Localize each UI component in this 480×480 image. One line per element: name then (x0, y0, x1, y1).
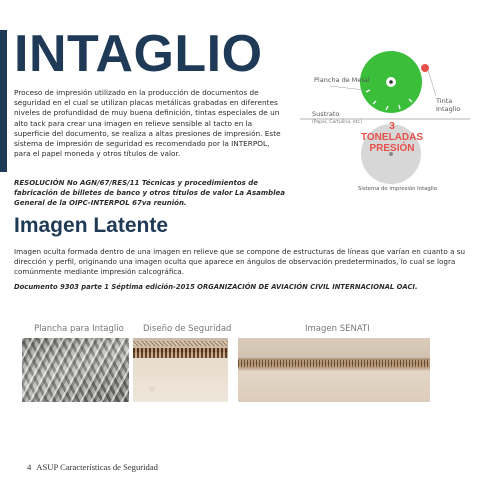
resolution-reference: RESOLUCIÓN No AGN/67/RES/11 Técnicas y procedimientos de fabricación de billetes de banco y otros títulos de valor La Asamblea General de la OIPC-INTERPOL 67va reunión. (14, 179, 286, 207)
diagram-caption: Sistema de impresión Intaglio (358, 186, 437, 192)
section-edge-bar (0, 30, 7, 172)
intro-paragraph: Proceso de impresión utilizado en la producción de documentos de seguridad en el cual se utilizan placas metálicas grabadas en diferentes niveles de profundidad de muy buena definición, tintas especiales de un alto tack para crear una imagen en relieve sensible al tacto en la superficie del documento, se realiza a altas presiones de impresión. Este sistema de impresión de seguridad es recomendado por la INTERPOL, para el papel moneda y otros títulos de valor. (14, 88, 281, 159)
security-design-pattern-band (133, 348, 228, 358)
icao-document-reference: Documento 9303 parte 1 Séptima edición-2015 ORGANIZACIÓN DE AVIACIÓN CIVIL INTERNACIONAL OACI. (14, 283, 418, 291)
label-substrate: Sustrato (312, 110, 340, 118)
plate-leader (330, 86, 364, 90)
footer-text: ASUP Características de Seguridad (36, 462, 158, 472)
plate-cylinder-axle (389, 80, 393, 84)
intaglio-plate-photo (22, 338, 129, 402)
page-number: 4 (27, 462, 32, 472)
security-design-pattern-top (133, 341, 228, 346)
caption-security-design: Diseño de Seguridad (143, 324, 232, 334)
page-title: INTAGLIO (14, 25, 263, 83)
label-substrate-detail: (Papel, Cartulina, etc) (312, 120, 362, 125)
caption-intaglio-plate: Plancha para Intaglio (34, 324, 124, 334)
page-footer (27, 462, 163, 472)
ink-leader (428, 70, 436, 96)
latent-image-paragraph: Imagen oculta formada dentro de una imagen en relieve que se compone de estructuras de líneas que varían en cuanto a su dirección y perfil, originando una imagen oculta que aparece en ángulos de observación predeterminados, lo cual se logra comúnmente mediante impresión calcográfica. (14, 247, 466, 277)
senati-image-pattern-band (238, 360, 430, 367)
senati-image-photo (238, 338, 430, 402)
latent-image-heading: Imagen Latente (14, 214, 169, 237)
label-intaglio-ink: Tinta Intaglio (436, 97, 461, 113)
security-design-photo (133, 338, 228, 402)
intaglio-diagram (300, 56, 470, 196)
ink-roller (421, 64, 429, 72)
pressure-label: 3 TONELADAS PRESIÓN (360, 121, 424, 154)
caption-senati-image: Imagen SENATI (305, 324, 370, 334)
label-metal-plate: Plancha de Metal (314, 76, 370, 84)
